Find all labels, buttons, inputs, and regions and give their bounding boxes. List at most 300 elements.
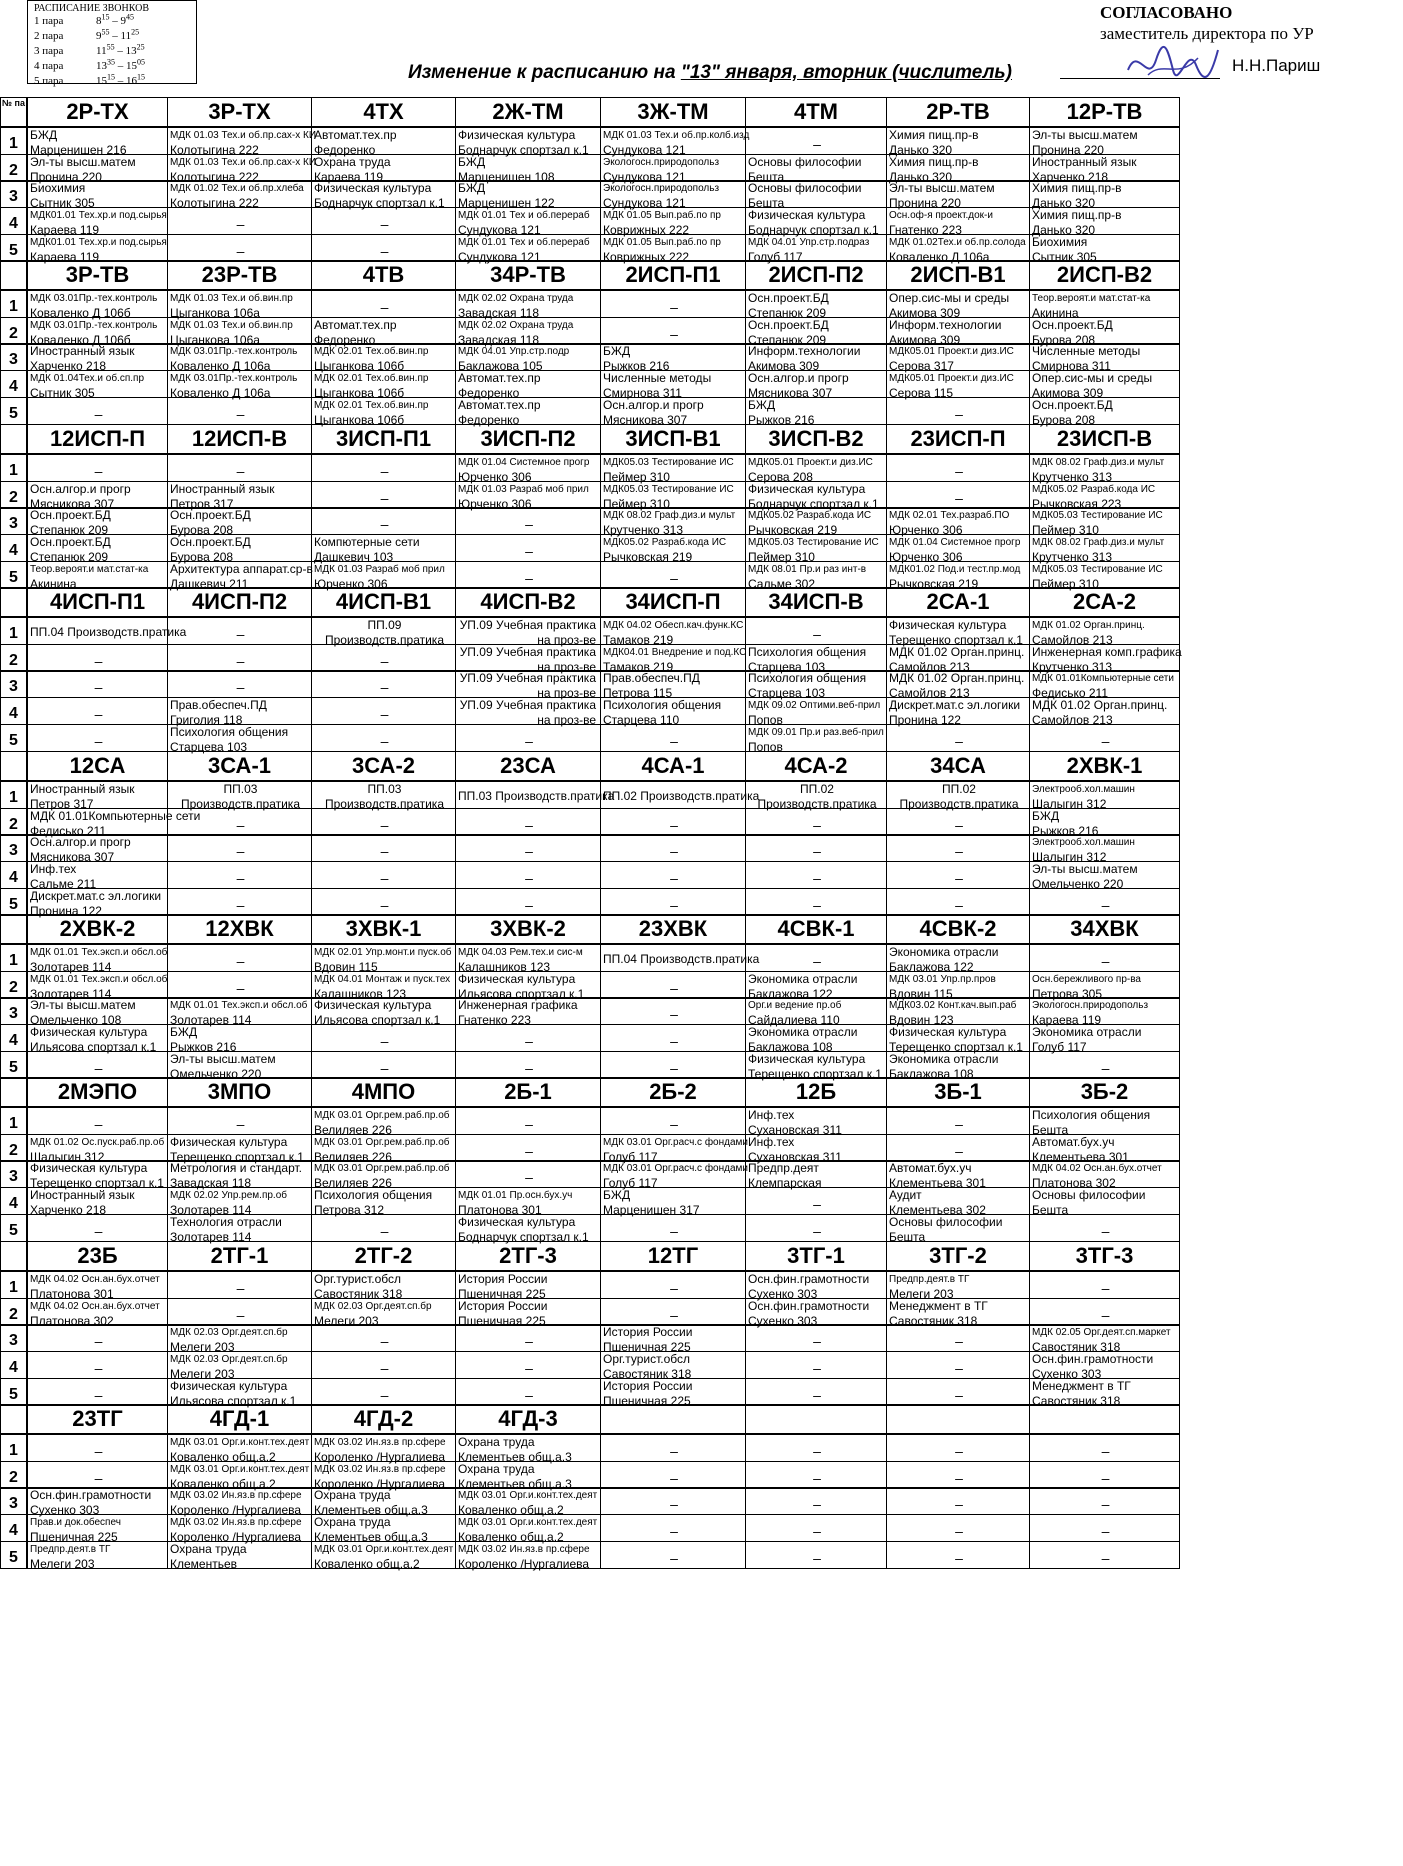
subject-label: ПП.09 <box>367 618 402 632</box>
subject-label: МДК03.02 Конт.кач.вып.раб <box>889 1000 1017 1011</box>
schedule-cell <box>455 154 601 182</box>
schedule-cell <box>27 1187 168 1215</box>
schedule-cell: – <box>600 861 746 889</box>
schedule-cell: – <box>600 1107 746 1135</box>
subject-label: Дискрет.мат.с эл.логики <box>889 698 1021 712</box>
subject-label: МДК01.01 Тех.хр.и под.сырья <box>30 237 167 248</box>
teacher-room-label: Голуб 117 <box>603 1150 658 1164</box>
schedule-cell <box>745 370 887 398</box>
subject-label: Охрана труда <box>314 155 391 169</box>
schedule-cell <box>886 1051 1030 1079</box>
schedule-cell: – <box>745 1214 887 1242</box>
teacher-room-label: Клементьева 301 <box>1032 1150 1129 1164</box>
subject-label: ПП.04 Производств.пратика <box>30 625 187 639</box>
schedule-cell <box>455 370 601 398</box>
schedule-cell <box>886 370 1030 398</box>
teacher-room-label: Петров 317 <box>170 497 234 511</box>
schedule-cell <box>167 1434 312 1462</box>
subject-label: Экономика отрасли <box>1032 1025 1142 1039</box>
subject-label: Информ.технологии <box>889 318 1002 332</box>
period-number: 4 <box>0 861 27 889</box>
schedule-cell <box>745 644 887 672</box>
schedule-cell: – <box>600 290 746 318</box>
subject-label: ПП.03 <box>367 782 402 796</box>
bell-period: 4 пара <box>34 60 64 72</box>
teacher-room-label: Сундукова 121 <box>458 250 541 264</box>
teacher-room-label: Бурова 208 <box>170 523 234 537</box>
subject-label: Осн.проект.БД <box>748 318 829 332</box>
subject-label: УП.09 Учебная практика <box>459 618 596 632</box>
teacher-room-label: Самойлов 213 <box>889 686 970 700</box>
teacher-room-label: Пшеничная 225 <box>458 1314 546 1328</box>
teacher-room-label: Старцева 103 <box>748 686 826 700</box>
subject-label: Химия пищ.пр-в <box>1032 181 1122 195</box>
schedule-cell: – <box>311 1051 456 1079</box>
subject-label: МДК 02.05 Орг.деят.сп.маркет <box>1032 1327 1171 1338</box>
teacher-room-label: Бурова 208 <box>170 550 234 564</box>
teacher-room-label: Савостяник 318 <box>1032 1394 1121 1408</box>
schedule-cell <box>27 617 187 645</box>
schedule-cell <box>27 1514 168 1542</box>
schedule-cell <box>311 1107 456 1135</box>
bell-time: $11^{55} - 13^{25}$ <box>96 42 145 57</box>
subject-label: МДК 03.01Пр.-тех.контроль <box>30 320 158 331</box>
teacher-room-label: Мелеги 203 <box>170 1367 235 1381</box>
schedule-cell <box>27 1024 168 1052</box>
group-header: 3Р-ТВ <box>27 260 168 290</box>
teacher-room-label: Коваленко Д 106а <box>170 386 271 400</box>
subject-label: Психология общения <box>1032 1108 1151 1122</box>
subject-label: Экономика отрасли <box>748 1025 858 1039</box>
subject-label: ПП.02 Производств.пратика <box>603 789 760 803</box>
teacher-room-label: Клементьев общ.а.3 <box>458 1450 572 1464</box>
subject-label: МДК05.01 Проект.и диз.ИС <box>889 346 1014 357</box>
teacher-room-label: Харченко 218 <box>1032 170 1109 184</box>
group-header: 2ТГ-3 <box>455 1241 601 1271</box>
group-header: 23СА <box>455 751 601 781</box>
subject-label: Биохимия <box>30 181 86 195</box>
schedule-cell <box>886 617 1030 645</box>
schedule-cell <box>600 180 746 208</box>
group-header: 2ИСП-П2 <box>745 260 887 290</box>
schedule-cell <box>311 317 456 345</box>
subject-label: МДК 01.02 Орган.принц. <box>1032 698 1168 712</box>
number-header <box>0 1404 27 1434</box>
schedule-cell: – <box>27 454 168 482</box>
schedule-cell <box>167 1187 312 1215</box>
schedule-cell <box>600 644 746 672</box>
teacher-room-label: Акинина <box>1032 306 1079 320</box>
period-number: 5 <box>0 724 27 752</box>
subject-label: МДК 04.03 Рем.тех.и сис-м <box>458 947 583 958</box>
schedule-cell <box>1029 343 1180 371</box>
teacher-room-label: Сундукова 121 <box>603 170 686 184</box>
period-number: 2 <box>0 1298 27 1326</box>
teacher-room-label: Серова 115 <box>889 386 954 400</box>
schedule-cell <box>455 234 601 262</box>
teacher-room-label: Пеймер 310 <box>1032 577 1099 591</box>
schedule-cell: – <box>311 1378 456 1406</box>
subject-label: МДК 04.02 Осн.ан.бух.отчет <box>1032 1163 1162 1174</box>
schedule-cell: – <box>745 944 887 972</box>
schedule-cell <box>27 861 168 889</box>
subject-label: Экономика отрасли <box>889 945 999 959</box>
schedule-cell <box>27 290 168 318</box>
teacher-room-label: Коваленко Д 106б <box>30 306 131 320</box>
subject-label: БЖД <box>458 181 486 195</box>
subject-label: МДК 04.01 Упр.стр.подраз <box>748 237 870 248</box>
schedule-cell <box>455 207 601 235</box>
schedule-cell <box>1029 1187 1180 1215</box>
schedule-cell: – <box>167 834 312 862</box>
subject-label: МДК 03.01 Орг.расч.с фондами <box>603 1137 748 1148</box>
schedule-cell: – <box>311 644 456 672</box>
schedule-cell <box>745 1134 887 1162</box>
schedule-cell <box>600 670 746 698</box>
subject-label: МДК05.03 Тестирование ИС <box>1032 564 1163 575</box>
teacher-room-label: Попов <box>748 740 783 754</box>
teacher-room-label: Пеймер 310 <box>603 497 670 511</box>
schedule-cell <box>167 1324 312 1352</box>
teacher-room-label: Пронина 220 <box>1032 143 1104 157</box>
schedule-cell <box>1029 1024 1180 1052</box>
period-number: 1 <box>0 781 27 809</box>
group-header: 2ИСП-В2 <box>1029 260 1180 290</box>
schedule-cell <box>455 317 601 345</box>
teacher-room-label: Коваленко Д 106б <box>30 333 131 347</box>
schedule-cell: – <box>167 207 312 235</box>
schedule-cell <box>311 154 456 182</box>
subject-label: МДК 03.01 Орг.расч.с фондами <box>603 1163 748 1174</box>
teacher-room-label: Коваленко общ.а.2 <box>458 1503 564 1517</box>
subject-label: БЖД <box>603 1188 631 1202</box>
subject-label: МДК05.03 Тестирование ИС <box>603 457 734 468</box>
group-header: 12ИСП-В <box>167 424 312 454</box>
number-header <box>0 260 27 290</box>
group-header: 2Р-ТВ <box>886 97 1030 127</box>
subject-label: Психология общения <box>314 1188 433 1202</box>
subject-label: УП.09 Учебная практика <box>459 671 596 685</box>
schedule-cell <box>27 944 168 972</box>
subject-label: МДК 09.02 Оптими.веб-прил <box>748 700 881 711</box>
schedule-cell <box>167 1160 312 1188</box>
subject-label: Физическая культура <box>748 1052 866 1066</box>
group-header: 12Р-ТВ <box>1029 97 1180 127</box>
group-header <box>886 1404 1030 1434</box>
teacher-room-label: Пронина 122 <box>30 904 102 918</box>
schedule-cell <box>455 180 601 208</box>
teacher-room-label: Шалыгин 312 <box>1032 850 1107 864</box>
teacher-room-label: Голуб 117 <box>748 250 803 264</box>
subject-label: Физическая культура <box>748 208 866 222</box>
subject-label: МДК 02.03 Орг.деят.сп.бр <box>170 1354 288 1365</box>
schedule-cell <box>167 343 312 371</box>
schedule-cell <box>886 1024 1030 1052</box>
teacher-room-label: Данько 320 <box>889 170 953 184</box>
schedule-cell <box>600 154 746 182</box>
group-header: 34ИСП-П <box>600 587 746 617</box>
schedule-cell: – <box>1029 1434 1180 1462</box>
subject-label: Орг.турист.обсл <box>603 1352 691 1366</box>
subject-label: МДК 02.01 Тех.разраб.ПО <box>889 510 1010 521</box>
teacher-room-label: Федоренко <box>314 333 376 347</box>
teacher-room-label: Золотарев 114 <box>30 987 112 1001</box>
schedule-cell: – <box>600 561 746 589</box>
number-header <box>0 914 27 944</box>
period-number: 4 <box>0 370 27 398</box>
teacher-room-label: Пшеничная 225 <box>603 1394 691 1408</box>
signature-mark <box>1118 40 1228 90</box>
group-header: 4ИСП-П2 <box>167 587 312 617</box>
period-number: 4 <box>0 1024 27 1052</box>
schedule-cell: – <box>27 1051 168 1079</box>
schedule-cell: – <box>455 507 601 535</box>
teacher-room-label: Золотарев 114 <box>170 1013 252 1027</box>
period-number: 3 <box>0 1487 27 1515</box>
subject-label: Орг.и ведение пр.об <box>748 1000 842 1011</box>
schedule-cell <box>455 1187 601 1215</box>
teacher-room-label: Голуб 117 <box>1032 1040 1087 1054</box>
bell-time: $8^{15} - 9^{45}$ <box>96 12 134 27</box>
teacher-room-label: Баклажова 122 <box>889 960 974 974</box>
schedule-cell <box>886 1271 1030 1299</box>
schedule-cell <box>455 1487 601 1515</box>
schedule-cell <box>27 834 168 862</box>
schedule-cell <box>1029 180 1180 208</box>
schedule-cell: – <box>1029 1461 1180 1489</box>
subject-label: Физическая культура <box>314 998 432 1012</box>
schedule-cell <box>886 1160 1030 1188</box>
subject-label: Иностранный язык <box>30 344 135 358</box>
period-number: 5 <box>0 1214 27 1242</box>
subject-label: Физическая культура <box>458 128 576 142</box>
schedule-cell: – <box>1029 1051 1180 1079</box>
subject-label: Прав.обеспеч.ПД <box>170 698 267 712</box>
subject-label: МДК 03.02 Ин.яз.в пр.сфере <box>170 1490 302 1501</box>
schedule-cell <box>27 507 168 535</box>
subject-label: МДК 02.02 Охрана труда <box>458 293 574 304</box>
schedule-cell <box>600 1187 746 1215</box>
group-header: 4СВК-2 <box>886 914 1030 944</box>
group-header: 3Б-2 <box>1029 1077 1180 1107</box>
group-header: 23ИСП-П <box>886 424 1030 454</box>
schedule-cell: – <box>886 888 1030 916</box>
teacher-room-label: Смирнова 311 <box>1032 359 1111 373</box>
schedule-cell <box>1029 127 1180 155</box>
number-header: № па <box>0 97 27 127</box>
teacher-room-label: Петров 317 <box>30 797 94 811</box>
schedule-cell <box>311 997 456 1025</box>
subject-label: Автомат.тех.пр <box>314 128 397 142</box>
teacher-room-label: Производств.пратика <box>180 797 300 811</box>
group-header: 3ИСП-П1 <box>311 424 456 454</box>
teacher-room-label: Бешта <box>889 1230 926 1244</box>
schedule-cell <box>27 234 168 262</box>
subject-label: Физическая культура <box>170 1379 288 1393</box>
schedule-cell <box>311 1134 456 1162</box>
teacher-room-label: Сухановская 311 <box>748 1150 842 1164</box>
group-header: 3МПО <box>167 1077 312 1107</box>
schedule-cell <box>886 670 1030 698</box>
approval-title: СОГЛАСОВАНО <box>1100 3 1233 22</box>
subject-label: Теор.вероят.и мат.стат-ка <box>30 564 149 575</box>
schedule-cell <box>886 971 1030 999</box>
schedule-cell <box>167 317 312 345</box>
schedule-cell: – <box>1029 1214 1180 1242</box>
teacher-room-label: Сытник 305 <box>30 196 95 210</box>
teacher-room-label: Производств.пратика <box>757 797 877 811</box>
teacher-room-label: Самойлов 213 <box>1032 633 1113 647</box>
teacher-room-label: Данько 320 <box>1032 223 1096 237</box>
schedule-cell: – <box>600 1514 746 1542</box>
schedule-cell: – <box>886 1514 1030 1542</box>
group-header: 23ХВК <box>600 914 746 944</box>
subject-label: Менеджмент в ТГ <box>889 1299 988 1313</box>
schedule-cell <box>311 370 456 398</box>
subject-label: Эл-ты высш.матем <box>889 181 995 195</box>
schedule-cell <box>167 997 312 1025</box>
schedule-cell <box>600 617 746 645</box>
schedule-cell: – <box>27 724 168 752</box>
schedule-cell: – <box>455 888 601 916</box>
schedule-cell <box>167 481 312 509</box>
period-number: 1 <box>0 1271 27 1299</box>
schedule-cell <box>600 1378 746 1406</box>
subject-label: Физическая культура <box>458 1215 576 1229</box>
teacher-room-label: Данько 320 <box>889 143 953 157</box>
subject-label: МДК 02.03 Орг.деят.сп.бр <box>170 1327 288 1338</box>
schedule-cell <box>455 290 601 318</box>
schedule-cell <box>311 1434 456 1462</box>
schedule-cell <box>1029 1351 1180 1379</box>
teacher-room-label: Коврижных 222 <box>603 223 690 237</box>
subject-label: Теор.вероят.и мат.стат-ка <box>1032 293 1151 304</box>
subject-label: МДК05.03 Тестирование ИС <box>748 537 879 548</box>
teacher-room-label: Степанюк 209 <box>748 333 827 347</box>
schedule-cell: – <box>311 724 456 752</box>
teacher-room-label: Юрченко 306 <box>889 550 963 564</box>
schedule-cell: – <box>311 670 456 698</box>
teacher-room-label: Коваленко Д 106а <box>889 250 990 264</box>
schedule-cell: – <box>455 861 601 889</box>
teacher-room-label: Боднарчук спортзал к.1 <box>458 1230 589 1244</box>
group-header: 4СА-2 <box>745 751 887 781</box>
bell-row <box>34 59 196 74</box>
period-number: 4 <box>0 1187 27 1215</box>
schedule-cell: – <box>27 1461 168 1489</box>
teacher-room-label: Завадская 118 <box>458 306 539 320</box>
schedule-cell <box>455 644 601 672</box>
schedule-cell <box>27 888 168 916</box>
group-header: 34СА <box>886 751 1030 781</box>
schedule-cell: – <box>27 1351 168 1379</box>
teacher-room-label: Мясникова 307 <box>30 850 115 864</box>
period-number: 3 <box>0 1160 27 1188</box>
group-header: 2ТГ-2 <box>311 1241 456 1271</box>
subject-label: Химия пищ.пр-в <box>1032 208 1122 222</box>
schedule-cell <box>886 317 1030 345</box>
group-header: 12Б <box>745 1077 887 1107</box>
schedule-cell: – <box>167 670 312 698</box>
period-number: 3 <box>0 670 27 698</box>
schedule-cell <box>745 454 887 482</box>
schedule-cell: – <box>745 617 887 645</box>
period-number: 1 <box>0 1434 27 1462</box>
teacher-room-label: Золотарев 114 <box>170 1230 252 1244</box>
schedule-cell <box>886 180 1030 208</box>
schedule-cell <box>886 1214 1030 1242</box>
teacher-room-label: Петрова 305 <box>1032 987 1103 1001</box>
group-header: 3ИСП-П2 <box>455 424 601 454</box>
subject-label: МДК 04.02 Обесп.кач.функ.КС <box>603 620 744 631</box>
schedule-cell: – <box>1029 1541 1180 1569</box>
subject-label: Электрооб.хол.машин <box>1032 837 1135 848</box>
schedule-cell: – <box>167 617 312 645</box>
schedule-cell <box>600 507 746 535</box>
teacher-room-label: Велиляев 226 <box>314 1123 392 1137</box>
group-header: 3ИСП-В1 <box>600 424 746 454</box>
subject-label: Осн.проект.БД <box>1032 318 1113 332</box>
schedule-cell: – <box>600 1461 746 1489</box>
schedule-cell <box>600 343 746 371</box>
teacher-room-label: на проз-ве <box>537 660 596 674</box>
group-header: 4ТВ <box>311 260 456 290</box>
period-number: 2 <box>0 154 27 182</box>
bell-schedule-rows <box>34 14 196 89</box>
teacher-room-label: Баклажова 105 <box>458 359 543 373</box>
teacher-room-label: Крутченко 313 <box>1032 470 1112 484</box>
teacher-room-label: Федоренко <box>458 413 520 427</box>
schedule-cell <box>1029 154 1180 182</box>
subject-label: ПП.03 Производств.пратика <box>458 789 615 803</box>
schedule-cell: – <box>167 861 312 889</box>
number-header <box>0 424 27 454</box>
schedule-cell: – <box>1029 944 1180 972</box>
subject-label: Опер.сис-мы и среды <box>1032 371 1153 385</box>
schedule-cell <box>27 534 168 562</box>
schedule-cell: – <box>886 454 1030 482</box>
schedule-cell <box>167 1461 312 1489</box>
teacher-room-label: Платонова 302 <box>30 1314 114 1328</box>
schedule-cell: – <box>745 127 887 155</box>
schedule-cell: – <box>886 397 1030 425</box>
period-number: 2 <box>0 971 27 999</box>
schedule-cell <box>311 1160 456 1188</box>
schedule-cell <box>745 561 887 589</box>
subject-label: Иностранный язык <box>30 1188 135 1202</box>
schedule-cell <box>600 234 746 262</box>
group-header: 4СА-1 <box>600 751 746 781</box>
subject-label: Метрология и стандарт. <box>170 1161 302 1175</box>
schedule-cell <box>600 781 760 809</box>
schedule-cell: – <box>745 1324 887 1352</box>
subject-label: Экологосн.природопольз <box>1032 1000 1149 1011</box>
subject-label: Охрана труда <box>314 1515 391 1529</box>
schedule-cell <box>455 1298 601 1326</box>
group-header: 34ИСП-В <box>745 587 887 617</box>
schedule-cell <box>27 481 168 509</box>
subject-label: МДК 01.01 Тех.эксп.и обсл.об <box>170 1000 308 1011</box>
schedule-cell <box>311 944 456 972</box>
title-date: "13" января, вторник (числитель) <box>680 62 1012 83</box>
approval-block <box>1100 3 1400 44</box>
schedule-cell <box>27 343 168 371</box>
group-header: 4ТХ <box>311 97 456 127</box>
group-header: 3ХВК-2 <box>455 914 601 944</box>
schedule-cell: – <box>27 1324 168 1352</box>
schedule-cell <box>600 534 746 562</box>
group-header: 2ТГ-1 <box>167 1241 312 1271</box>
